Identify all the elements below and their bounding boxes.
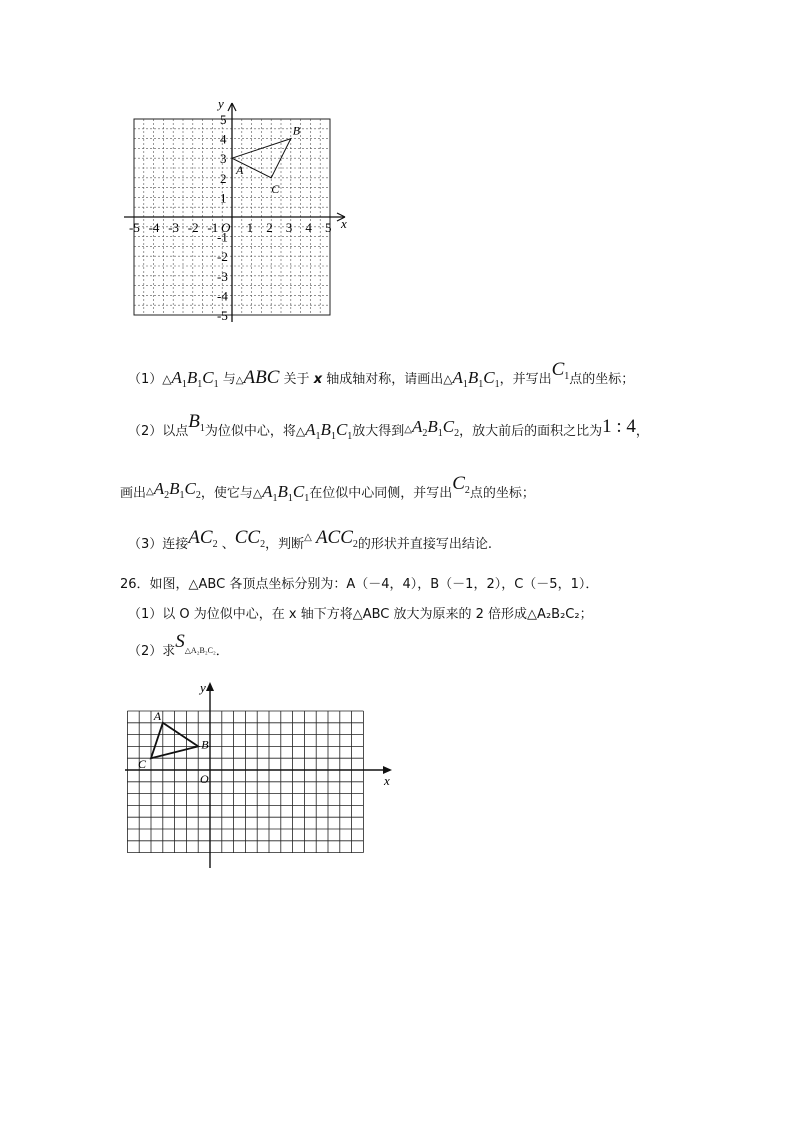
x-tick-label: 1 (246, 220, 254, 235)
question-26-heading: 26．如图，△ABC 各顶点坐标分别为：A（－4，4），B（－1，2），C（－5，1）． (120, 577, 599, 592)
coordinate-graph-1 (120, 95, 360, 325)
coordinate-graph-2 (120, 675, 400, 875)
graph1-triangle-abc (232, 124, 301, 196)
math-point-b1: $B_1$ (188, 411, 205, 434)
math-triangle-a2b1c2: $\triangle A_2B_1C_2$ (404, 417, 460, 439)
text-fragment: 画出 (120, 486, 147, 501)
text-fragment: 的形状并直接写出结论. (357, 537, 493, 552)
question-part-1 (128, 359, 635, 395)
text-fragment: 点的坐标； (469, 486, 535, 501)
text-fragment: 在位似中心同侧，并写出 (309, 486, 453, 501)
part-number: （2） (128, 424, 163, 439)
x-tick-label: -5 (129, 220, 140, 235)
graph1-axes (124, 103, 345, 322)
math-triangle-a1b1c1: $\triangle A_1B_1C_1$ (295, 420, 353, 442)
y-tick-label: -3 (217, 268, 228, 284)
vertex-label-b: B (292, 123, 301, 138)
text-fragment: ，判断 (265, 537, 305, 552)
y-tick-label: -4 (217, 288, 228, 304)
text-fragment: 为位似中心，将 (204, 424, 296, 439)
x-tick-label: 3 (285, 220, 293, 235)
question-part-2-line2 (120, 473, 535, 509)
text-fragment: 轴成轴对称，请画出 (326, 372, 444, 387)
x-tick-label: -4 (148, 220, 160, 235)
y-tick-label: -2 (217, 249, 228, 265)
x-tick-label: -2 (187, 220, 199, 235)
math-triangle-a2b1c2: $\triangle A_2B_1C_2$ (146, 479, 201, 501)
y-tick-label: 4 (220, 131, 227, 147)
x-tick-label: 4 (305, 220, 312, 235)
vertex-label-a: A (236, 163, 244, 178)
text-fragment: ． (215, 644, 229, 659)
y-tick-label: 5 (220, 112, 227, 127)
text-fragment: 放大得到 (352, 424, 405, 439)
math-area-s-a2b2c2: $S_{\triangle A_2B_2C_2}$ (175, 631, 216, 655)
vertex-label-c: C (271, 181, 280, 196)
text-x-variable: x (313, 372, 323, 387)
text-fragment: ， (635, 424, 649, 439)
text-fragment: （2）求 (128, 644, 176, 659)
math-triangle-a1b1c1: $\triangle A_1B_1C_1$ (162, 368, 219, 390)
vertex-label-b: B (201, 737, 209, 752)
math-triangle-a1b1c1: $\triangle A_1B_1C_1$ (252, 482, 310, 504)
question-part-2-line1 (128, 411, 649, 447)
math-point-c1: $C_1$ (551, 359, 570, 382)
x-tick-label: 5 (325, 220, 332, 235)
question-part-3 (128, 527, 493, 560)
y-tick-label: 2 (220, 170, 227, 186)
x-axis-label: x (384, 773, 390, 788)
x-tick-label: -3 (168, 220, 180, 235)
text-fragment: 关于 (283, 372, 310, 387)
x-tick-label: -1 (207, 220, 219, 235)
x-tick-label: 2 (266, 220, 273, 235)
origin-label: O (221, 220, 231, 235)
part-number: （3） (128, 537, 163, 552)
y-axis-label: y (218, 96, 224, 111)
math-triangle-a1b1c1: $\triangle A_1B_1C_1$ (443, 368, 500, 390)
graph1-tick-labels (129, 96, 347, 323)
text-fragment: 与 (222, 372, 236, 387)
math-point-c2: $C_2$ (452, 473, 470, 496)
math-triangle-acc2: $ACC_2$ (315, 527, 358, 550)
math-segment-ac2: $AC_2$ (188, 527, 218, 550)
text-fragment: 点的坐标； (569, 372, 635, 387)
question-26-part-1: （1）以 O 为位似中心，在 x 轴下方将△ABC 放大为原来的 2 倍形成△A₂B₂C₂； (128, 607, 593, 622)
y-tick-label: -1 (217, 229, 228, 245)
origin-label: O (200, 772, 209, 786)
text-fragment: ，使它与 (200, 486, 253, 501)
question-26-part-2 (128, 631, 229, 669)
part-number: （1） (128, 372, 163, 387)
ratio-value: 1 : 4 (602, 416, 636, 437)
y-axis-arrow (206, 682, 214, 691)
text-fragment: 、 (221, 537, 235, 552)
vertex-label-c: C (138, 757, 147, 772)
y-tick-label: -5 (217, 308, 228, 323)
triangle-symbol: △ (304, 532, 312, 543)
x-axis-label: x (341, 216, 347, 231)
graph2-grid (127, 708, 363, 853)
text-fragment: ，放大前后的面积之比为 (459, 424, 603, 439)
y-axis-label: y (200, 680, 206, 695)
y-tick-label: 3 (220, 151, 227, 167)
text-fragment: ，并写出 (499, 372, 552, 387)
math-segment-cc2: $CC_2$ (234, 527, 266, 550)
text-fragment: 连接 (162, 537, 189, 552)
vertex-label-a: A (153, 708, 162, 723)
text-fragment: 以点 (162, 424, 189, 439)
y-tick-label: 1 (220, 190, 227, 206)
math-triangle-abc: △ABC (235, 367, 280, 388)
